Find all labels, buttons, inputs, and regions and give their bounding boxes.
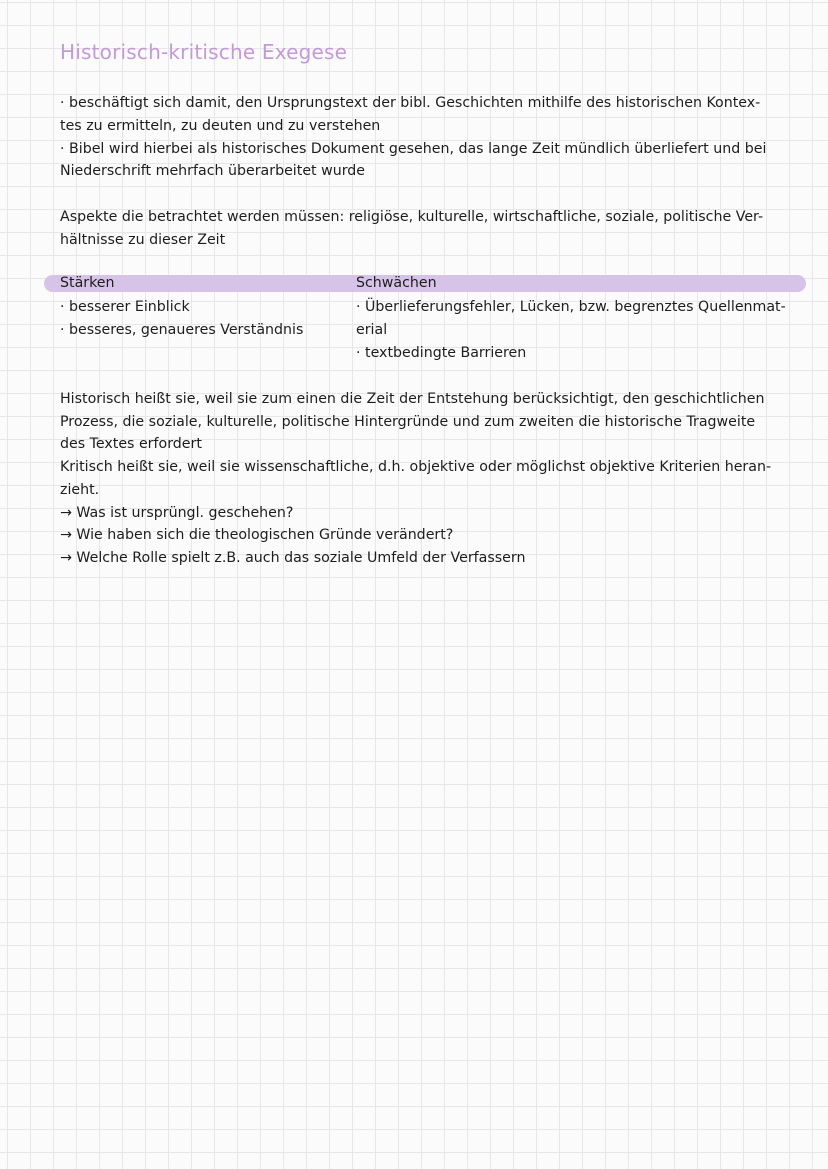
question-line: → Wie haben sich die theologischen Gründe verändert? [60, 527, 454, 543]
weakness-item: · textbedingte Barrieren [356, 345, 527, 361]
explanation-line: zieht. [60, 482, 100, 498]
weakness-item: · Überlieferungsfehler, Lücken, bzw. begrenztes Quellenmat- [356, 299, 786, 315]
question-line: → Welche Rolle spielt z.B. auch das soziale Umfeld der Verfassern [60, 550, 526, 566]
strengths-header: Stärken [60, 275, 115, 291]
explanation-line: Kritisch heißt sie, weil sie wissenschaftliche, d.h. objektive oder möglichst objektive Kriterien heran- [60, 459, 772, 475]
explanation-line: Prozess, die soziale, kulturelle, politische Hintergründe und zum zweiten die historische Tragweite [60, 414, 756, 430]
strength-item: · besseres, genaueres Verständnis [60, 322, 304, 338]
explanation-line: Historisch heißt sie, weil sie zum einen die Zeit der Entstehung berücksichtigt, den geschichtlichen [60, 391, 765, 407]
weaknesses-header: Schwächen [356, 275, 437, 291]
aspects-line: Aspekte die betrachtet werden müssen: religiöse, kulturelle, wirtschaftliche, soziale, politische Ver- [60, 209, 764, 225]
question-line: → Was ist ursprüngl. geschehen? [60, 505, 294, 521]
strength-item: · besserer Einblick [60, 299, 190, 315]
intro-line: · beschäftigt sich damit, den Ursprungstext der bibl. Geschichten mithilfe des historischen Kontex- [60, 95, 761, 111]
intro-line: tes zu ermitteln, zu deuten und zu verstehen [60, 118, 381, 134]
weakness-item: erial [356, 322, 388, 338]
page-title: Historisch-kritische Exegese [60, 40, 348, 64]
explanation-line: des Textes erfordert [60, 436, 202, 452]
intro-line: Niederschrift mehrfach überarbeitet wurde [60, 163, 366, 179]
aspects-line: hältnisse zu dieser Zeit [60, 232, 226, 248]
intro-line: · Bibel wird hierbei als historisches Dokument gesehen, das lange Zeit mündlich überliefert und bei [60, 141, 767, 157]
